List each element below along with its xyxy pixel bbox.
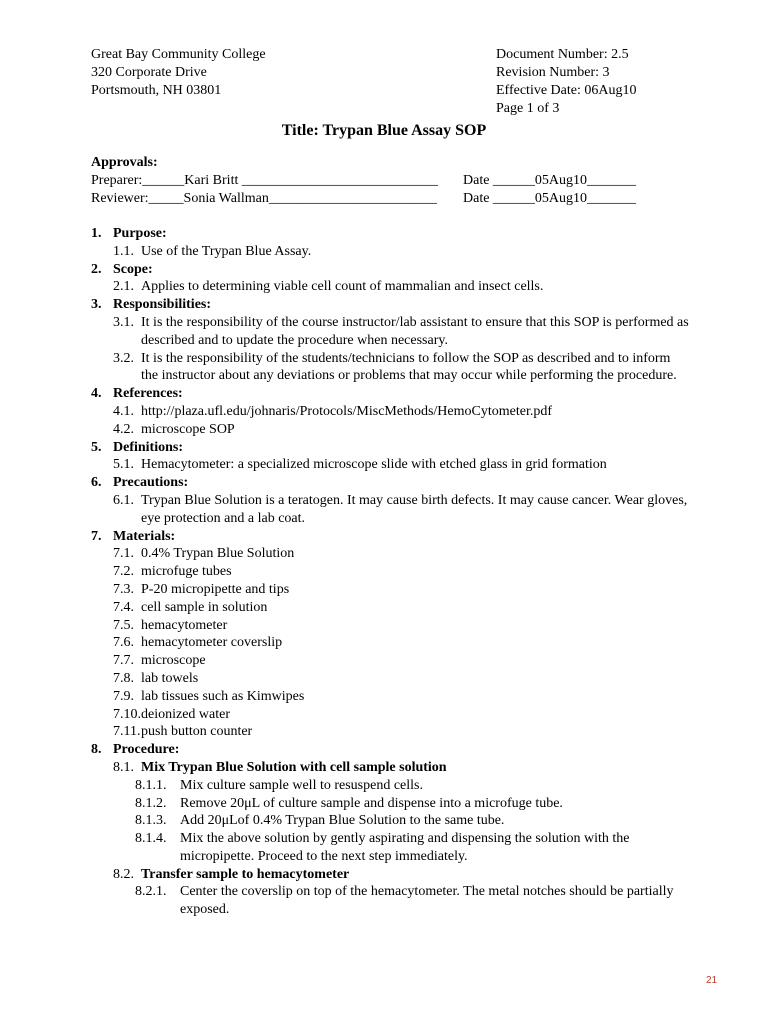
section-item xyxy=(91,706,691,724)
section-title: References: xyxy=(113,386,183,402)
section-item xyxy=(91,688,691,706)
section-item xyxy=(91,314,691,350)
item-number: 7.11. xyxy=(113,724,141,740)
city-state-zip: Portsmouth, NH 03801 xyxy=(91,83,222,98)
step-text: Remove 20μL of culture sample and dispense into a microfuge tube. xyxy=(180,795,563,811)
item-text: microscope SOP xyxy=(141,421,235,437)
procedure-step xyxy=(91,795,691,813)
section-number: 2. xyxy=(91,261,102,277)
approvals-label: Approvals: xyxy=(91,155,158,170)
procedure-step xyxy=(91,812,691,830)
section-item xyxy=(91,350,691,386)
preparer-row xyxy=(91,172,637,190)
reviewer-row xyxy=(91,190,637,208)
section-number: 5. xyxy=(91,439,102,455)
document-info xyxy=(496,46,636,118)
item-text: microscope xyxy=(141,653,206,669)
section-heading xyxy=(91,741,691,759)
section-number: 4. xyxy=(91,386,102,402)
item-number: 5.1. xyxy=(113,457,134,473)
institution-name: Great Bay Community College xyxy=(91,47,266,62)
item-number: 7.7. xyxy=(113,653,134,669)
item-number: 3.1. xyxy=(113,314,134,330)
street-address: 320 Corporate Drive xyxy=(91,65,207,80)
page-indicator: Page 1 of 3 xyxy=(496,101,560,116)
item-number: 8.2. xyxy=(113,866,134,882)
item-text: hemacytometer coverslip xyxy=(141,635,283,651)
section-title: Definitions: xyxy=(113,439,183,455)
section-title: Precautions: xyxy=(113,475,189,491)
section-title: Responsibilities: xyxy=(113,297,212,313)
section-item xyxy=(91,243,691,261)
section-heading xyxy=(91,439,691,457)
item-text: microfuge tubes xyxy=(141,564,232,580)
step-text: Center the coverslip on top of the hemacytometer. The metal notches should be partially exposed. xyxy=(180,884,674,918)
item-number: 2.1. xyxy=(113,279,134,295)
item-number: 7.6. xyxy=(113,635,134,651)
item-number: 7.1. xyxy=(113,546,134,562)
item-text: Applies to determining viable cell count of mammalian and insect cells. xyxy=(141,279,544,295)
sop-body xyxy=(91,225,691,919)
section-item xyxy=(91,599,691,617)
section-item xyxy=(91,581,691,599)
section-item xyxy=(91,492,691,528)
item-number: 4.2. xyxy=(113,421,134,437)
item-number: 7.3. xyxy=(113,581,134,597)
item-text: P-20 micropipette and tips xyxy=(141,581,290,597)
item-text: Mix Trypan Blue Solution with cell sample solution xyxy=(141,759,447,775)
step-number: 8.2.1. xyxy=(135,884,167,900)
step-text: Add 20μLof 0.4% Trypan Blue Solution to the same tube. xyxy=(180,813,505,829)
item-text: Use of the Trypan Blue Assay. xyxy=(141,243,312,259)
item-text: deionized water xyxy=(141,706,231,722)
section-item xyxy=(91,759,691,777)
section-number: 7. xyxy=(91,528,102,544)
step-number: 8.1.4. xyxy=(135,831,167,847)
item-text: 0.4% Trypan Blue Solution xyxy=(141,546,295,562)
section-item xyxy=(91,545,691,563)
item-text: http://plaza.ufl.edu/johnaris/Protocols/MiscMethods/HemoCytometer.pdf xyxy=(141,403,552,419)
reviewer-date: Date ______05Aug10_______ xyxy=(463,191,637,206)
section-number: 8. xyxy=(91,742,102,758)
section-item xyxy=(91,670,691,688)
section-title: Purpose: xyxy=(113,226,167,241)
document-number: Document Number: 2.5 xyxy=(496,47,629,62)
preparer-date: Date ______05Aug10_______ xyxy=(463,173,637,188)
procedure-step xyxy=(91,830,691,866)
procedure-step xyxy=(91,777,691,795)
procedure-step xyxy=(91,883,691,919)
approvals-block xyxy=(91,154,637,208)
item-text: Transfer sample to hemacytometer xyxy=(141,866,350,882)
section-item xyxy=(91,278,691,296)
section-item xyxy=(91,634,691,652)
item-number: 7.5. xyxy=(113,617,134,633)
section-number: 3. xyxy=(91,297,102,313)
section-item xyxy=(91,563,691,581)
item-number: 7.8. xyxy=(113,670,134,686)
item-number: 7.4. xyxy=(113,599,134,615)
section-heading xyxy=(91,225,691,243)
item-number: 7.10. xyxy=(113,706,141,722)
section-heading xyxy=(91,474,691,492)
item-number: 6.1. xyxy=(113,492,134,508)
item-text: Hemacytometer: a specialized microscope slide with etched glass in grid formation xyxy=(141,457,607,473)
section-item xyxy=(91,652,691,670)
section-title: Procedure: xyxy=(113,742,180,758)
section-item xyxy=(91,403,691,421)
section-item xyxy=(91,723,691,741)
item-number: 7.9. xyxy=(113,688,134,704)
item-text: lab tissues such as Kimwipes xyxy=(141,688,305,704)
section-heading xyxy=(91,385,691,403)
section-item xyxy=(91,456,691,474)
item-text: It is the responsibility of the course instructor/lab assistant to ensure that this SOP is performed as described and to update the procedure when necessary. xyxy=(141,314,689,348)
item-text: hemacytometer xyxy=(141,617,228,633)
section-item xyxy=(91,421,691,439)
item-text: It is the responsibility of the students/technicians to follow the SOP as described and to inform the instructor about any deviations or problems that may occur while performing the procedure. xyxy=(141,350,677,384)
step-text: Mix the above solution by gently aspirating and dispensing the solution with the micropipette. Proceed to the next step immediately. xyxy=(180,831,630,864)
step-text: Mix culture sample well to resuspend cells. xyxy=(180,777,423,793)
document-title: Title: Trypan Blue Assay SOP xyxy=(281,122,487,139)
item-text: push button counter xyxy=(141,724,253,740)
step-number: 8.1.1. xyxy=(135,777,167,793)
item-number: 7.2. xyxy=(113,564,134,580)
section-item xyxy=(91,617,691,635)
item-text: lab towels xyxy=(141,670,199,686)
step-number: 8.1.3. xyxy=(135,813,167,829)
step-number: 8.1.2. xyxy=(135,795,167,811)
preparer-line: Preparer:______Kari Britt ____________________________ xyxy=(91,173,438,188)
section-item xyxy=(91,866,691,884)
page-number: 21 xyxy=(706,975,718,986)
section-heading xyxy=(91,528,691,546)
effective-date: Effective Date: 06Aug10 xyxy=(496,83,637,98)
section-title: Materials: xyxy=(113,528,176,544)
section-number: 6. xyxy=(91,475,102,491)
section-heading xyxy=(91,261,691,279)
item-text: cell sample in solution xyxy=(141,599,268,615)
item-number: 3.2. xyxy=(113,350,134,366)
item-text: Trypan Blue Solution is a teratogen. It may cause birth defects. It may cause cancer. Wear gloves, eye protection and a lab coat. xyxy=(141,492,688,526)
section-heading xyxy=(91,296,691,314)
revision-number: Revision Number: 3 xyxy=(496,65,610,80)
section-number: 1. xyxy=(91,226,102,241)
section-title: Scope: xyxy=(113,261,153,277)
institution-address xyxy=(91,46,266,100)
reviewer-line: Reviewer:_____Sonia Wallman________________________ xyxy=(91,191,437,206)
item-number: 1.1. xyxy=(113,243,134,259)
item-number: 4.1. xyxy=(113,403,134,419)
item-number: 8.1. xyxy=(113,759,134,775)
